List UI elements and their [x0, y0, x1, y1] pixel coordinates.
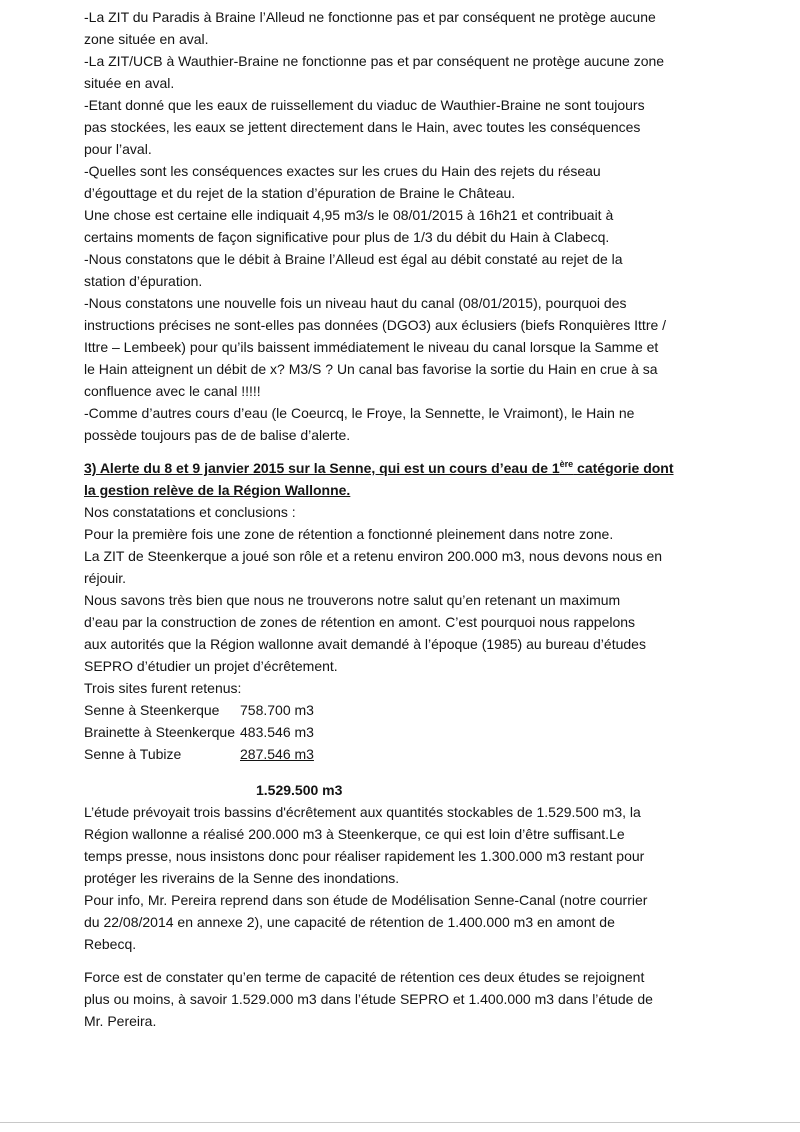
document-page [84, 0, 784, 1032]
section-3-heading [84, 457, 784, 501]
heading-line [84, 457, 784, 479]
text-line: Rebecq. [84, 936, 137, 952]
text-line: confluence avec le canal !!!!! [84, 383, 261, 399]
heading-line: la gestion relève de la Région Wallonne. [84, 482, 351, 498]
text-line: pour l’aval. [84, 141, 152, 157]
text-line: -Nous constatons une nouvelle fois un niveau haut du canal (08/01/2015), pourquoi des [84, 295, 627, 311]
text-line: Nos constatations et conclusions : [84, 504, 296, 520]
text-line: d’égouttage et du rejet de la station d’épuration de Braine le Château. [84, 185, 516, 201]
text-line: certains moments de façon significative pour plus de 1/3 du débit du Hain à Clabecq. [84, 229, 610, 245]
spacer [84, 955, 784, 966]
text-line: située en aval. [84, 75, 175, 91]
site-name: Senne à Tubize [84, 746, 182, 762]
site-name: Brainette à Steenkerque [84, 724, 235, 740]
text-line: temps presse, nous insistons donc pour réaliser rapidement les 1.300.000 m3 restant pour [84, 848, 645, 864]
text-line: station d’épuration. [84, 273, 203, 289]
text-line: Pour info, Mr. Pereira reprend dans son étude de Modélisation Senne-Canal (notre courrier [84, 892, 648, 908]
text-line: -La ZIT/UCB à Wauthier-Braine ne fonctionne pas et par conséquent ne protège aucune zone [84, 53, 665, 69]
text-line: -Nous constatons que le débit à Braine l’Alleud est égal au débit constaté au rejet de la [84, 251, 623, 267]
text-line: le Hain atteignent un débit de x? M3/S ? Un canal bas favorise la sortie du Hain en crue à sa [84, 361, 658, 377]
text-line: -Etant donné que les eaux de ruissellement du viaduc de Wauthier-Braine ne sont toujours [84, 97, 645, 113]
text-line: -Quelles sont les conséquences exactes sur les crues du Hain des rejets du réseau [84, 163, 601, 179]
heading-text: 3) Alerte du 8 et 9 janvier 2015 sur la Senne, qui est un cours d’eau de 1 [84, 460, 560, 476]
text-line: protéger les riverains de la Senne des inondations. [84, 870, 400, 886]
table-row [84, 721, 314, 743]
paragraph-final [84, 966, 784, 1032]
text-line: L’étude prévoyait trois bassins d'écrêtement aux quantités stockables de 1.529.500 m3, la [84, 804, 641, 820]
site-volume: 483.546 m3 [240, 724, 314, 740]
site-name: Senne à Steenkerque [84, 702, 220, 718]
site-volume: 758.700 m3 [240, 702, 314, 718]
page-edge-divider [0, 1122, 800, 1123]
text-line: -La ZIT du Paradis à Braine l’Alleud ne fonctionne pas et par conséquent ne protège aucune [84, 9, 656, 25]
text-line: aux autorités que la Région wallonne avait demandé à l’époque (1985) au bureau d’études [84, 636, 646, 652]
text-line: Force est de constater qu’en terme de capacité de rétention ces deux études se rejoignent [84, 969, 645, 985]
text-line: réjouir. [84, 570, 127, 586]
site-volume: 287.546 m3 [240, 746, 314, 762]
text-line: du 22/08/2014 en annexe 2), une capacité de rétention de 1.400.000 m3 en amont de [84, 914, 615, 930]
text-line: Région wallonne a réalisé 200.000 m3 à Steenkerque, ce qui est loin d’être suffisant.Le [84, 826, 625, 842]
sites-table [84, 699, 314, 765]
text-line: plus ou moins, à savoir 1.529.000 m3 dans l’étude SEPRO et 1.400.000 m3 dans l’étude de [84, 991, 653, 1007]
paragraph-hain-observations [84, 6, 784, 446]
table-row [84, 743, 314, 765]
total-volume: 1.529.500 m3 [256, 782, 343, 798]
text-line: Mr. Pereira. [84, 1013, 157, 1029]
spacer [84, 446, 784, 457]
spacer [84, 765, 784, 779]
table-row [84, 699, 314, 721]
paragraph-intro [84, 501, 784, 699]
text-line: instructions précises ne sont-elles pas données (DGO3) aux éclusiers (biefs Ronquières Ittre / [84, 317, 667, 333]
text-line: Une chose est certaine elle indiquait 4,95 m3/s le 08/01/2015 à 16h21 et contribuait à [84, 207, 614, 223]
text-line: Nous savons très bien que nous ne trouverons notre salut qu’en retenant un maximum [84, 592, 621, 608]
text-line: Ittre – Lembeek) pour qu’ils baissent immédiatement le niveau du canal lorsque la Samme et [84, 339, 659, 355]
paragraph-conclusion [84, 801, 784, 955]
text-line: zone située en aval. [84, 31, 209, 47]
text-line: Pour la première fois une zone de rétention a fonctionné pleinement dans notre zone. [84, 526, 614, 542]
text-line: pas stockées, les eaux se jettent directement dans le Hain, avec toutes les conséquences [84, 119, 641, 135]
text-line: SEPRO d’étudier un projet d’écrêtement. [84, 658, 338, 674]
text-line: Trois sites furent retenus: [84, 680, 242, 696]
text-line: possède toujours pas de de balise d’alerte. [84, 427, 351, 443]
text-line: -Comme d’autres cours d’eau (le Coeurcq, le Froye, la Sennette, le Vraimont), le Hain ne [84, 405, 635, 421]
text-line: d’eau par la construction de zones de rétention en amont. C’est pourquoi nous rappelons [84, 614, 636, 630]
heading-superscript: ère [559, 459, 574, 469]
heading-text: catégorie dont [573, 460, 674, 476]
text-line: La ZIT de Steenkerque a joué son rôle et a retenu environ 200.000 m3, nous devons nous en [84, 548, 663, 564]
